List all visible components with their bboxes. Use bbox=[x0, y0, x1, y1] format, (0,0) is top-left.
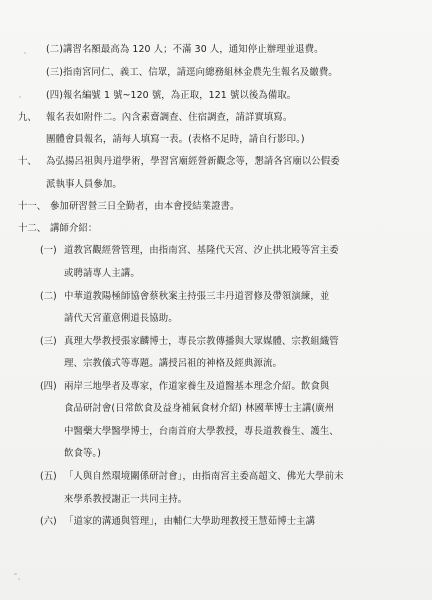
lecturer-4-line-3: 中醫藥大學醫學博士，台南首府大學教授，專長道教養生、護生、 bbox=[64, 426, 339, 437]
lecturer-4-line-1: 兩岸三地學者及專家，作道家養生及道醫基本理念介紹。飲食與 bbox=[64, 381, 330, 392]
scan-speck bbox=[24, 52, 26, 54]
lecturer-2-line-1: 中華道教陽極師協會蔡秋案主持張三丰丹道習修及帶領演練，並 bbox=[64, 291, 330, 302]
item-4-text: (四)報名編號 1 號~120 號，為正取，121 號以後為備取。 bbox=[46, 90, 297, 101]
lecturer-5-line-1: 「人與自然環境關係研討會」，由指南宮主委高超文、佛光大學前未 bbox=[64, 471, 344, 482]
lecturer-6-marker: (六) bbox=[40, 516, 57, 527]
lecturer-2-line-2: 請代天宮董意俐道長協助。 bbox=[64, 313, 178, 324]
section-10-number: 十、 bbox=[18, 156, 37, 167]
scan-speck bbox=[14, 573, 17, 575]
lecturer-4-line-4: 飲食等。) bbox=[64, 448, 101, 459]
section-9-line-2: 團體會員報名，請每人填寫一表。(表格不足時，請自行影印。) bbox=[46, 134, 305, 145]
lecturer-3-line-1: 真理大學教授張家麟博士，專長宗教傳播與大眾媒體、宗教組織管 bbox=[64, 336, 339, 347]
item-2-text: (二)講習名額最高為 120 人；不滿 30 人，通知停止辦理並退費。 bbox=[46, 44, 324, 55]
lecturer-4-marker: (四) bbox=[40, 381, 57, 392]
section-12-title: 講師介紹： bbox=[50, 223, 98, 234]
lecturer-5-marker: (五) bbox=[40, 471, 57, 482]
lecturer-4-line-2: 食品研討會(日常飲食及益身補氣食材介紹) 林國華博士主講(廣州 bbox=[64, 403, 335, 414]
lecturer-6-line-1: 「道家的溝通與管理」，由輔仁大學助理教授王慧茹博士主講 bbox=[64, 516, 316, 527]
section-10-line-2: 派執事人員參加。 bbox=[46, 179, 122, 190]
lecturer-5-line-2: 來學系教授謝正一共同主持。 bbox=[64, 494, 188, 505]
lecturer-3-marker: (三) bbox=[40, 336, 57, 347]
lecturer-1-line-1: 道教宮觀經營管理，由指南宮、基隆代天宮、汐止拱北殿等宮主委 bbox=[64, 245, 339, 256]
item-3-text: (三)指南宮同仁、義工、信眾，請逕向總務組林金農先生報名及繳費。 bbox=[46, 67, 338, 78]
section-11-number: 十一、 bbox=[18, 201, 47, 212]
lecturer-1-line-2: 或聘請專人主講。 bbox=[64, 268, 140, 279]
section-9-line-1: 報名表如附件二。內含素齋調查、住宿調查，請詳實填寫。 bbox=[46, 112, 293, 123]
scan-speck bbox=[18, 578, 20, 580]
lecturer-3-line-2: 理、宗教儀式等專題。講授呂祖的神格及經典源流。 bbox=[64, 358, 282, 369]
scan-speck bbox=[19, 96, 21, 98]
lecturer-2-marker: (二) bbox=[40, 291, 57, 302]
section-9-number: 九、 bbox=[18, 112, 37, 123]
section-10-line-1: 為弘揚呂祖與丹道學術，學習宮廟經營新觀念等，懇請各宮廟以公假委 bbox=[46, 156, 340, 167]
lecturer-1-marker: (一) bbox=[40, 245, 57, 256]
section-12-number: 十二、 bbox=[18, 223, 47, 234]
section-11-text: 參加研習營三日全勤者，由本會授結業證書。 bbox=[50, 201, 240, 212]
